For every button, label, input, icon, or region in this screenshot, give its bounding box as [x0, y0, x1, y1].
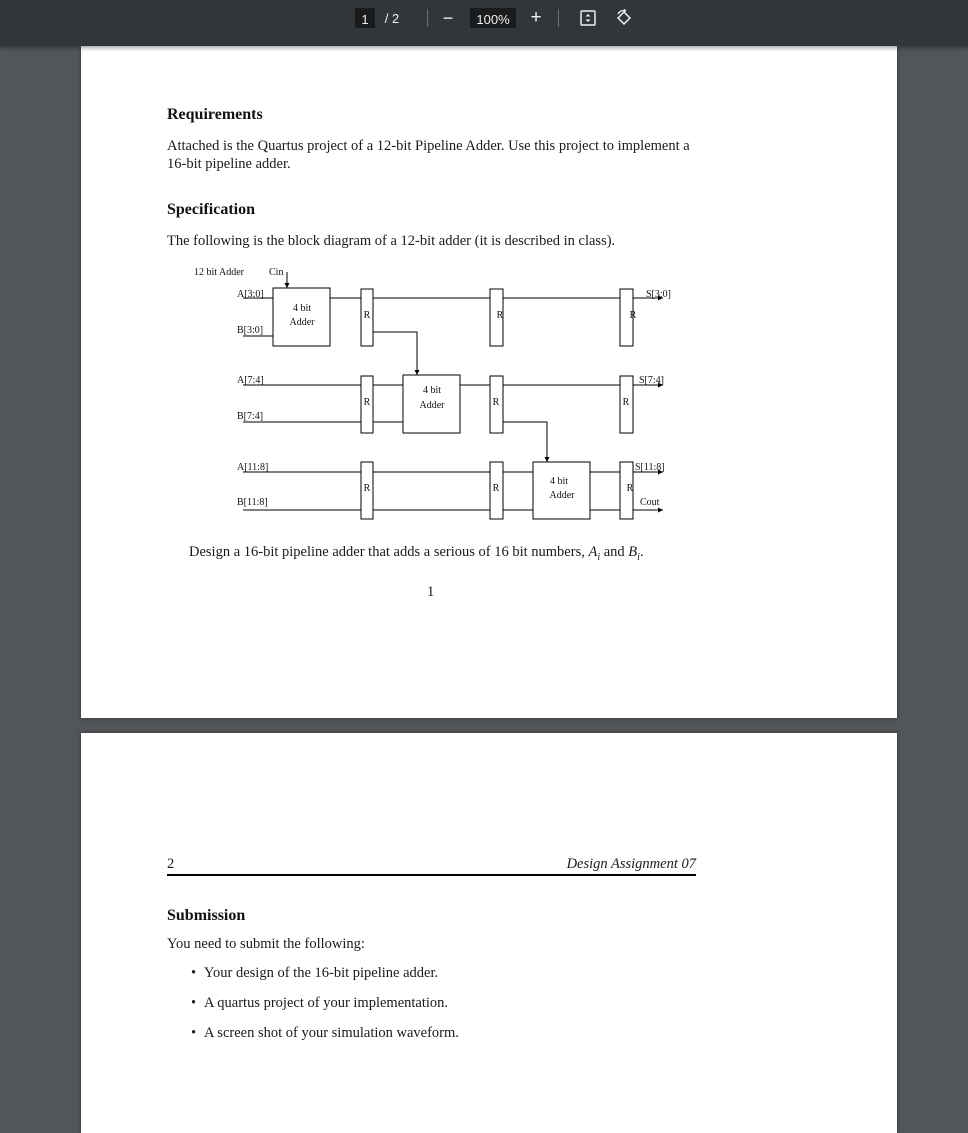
current-page-input[interactable]: 1	[355, 8, 374, 28]
bullet: •	[191, 965, 197, 981]
adder3-label-line1: 4 bit	[549, 476, 569, 487]
carry-wire-1	[373, 332, 417, 375]
design-text-prefix: Design a 16-bit pipeline adder that adds a serious of 16 bit numbers,	[189, 544, 589, 560]
submission-heading: Submission	[167, 907, 246, 924]
toolbar-divider	[558, 9, 559, 27]
fit-page-button[interactable]	[578, 0, 598, 36]
design-text	[189, 543, 644, 567]
plus-icon: +	[530, 7, 542, 28]
design-text-suffix: .	[639, 544, 644, 560]
input-label-b30: B[3:0]	[237, 325, 264, 336]
submission-intro: You need to submit the following:	[167, 936, 365, 952]
adder1-label-line2: Adder	[289, 317, 315, 328]
design-text-and: and	[600, 544, 629, 560]
list-item: Your design of the 16-bit pipeline adder.	[204, 965, 439, 981]
requirements-heading: Requirements	[167, 106, 263, 123]
rotate-button[interactable]	[614, 0, 634, 36]
var-b-subscript: i	[637, 551, 640, 563]
carry-arrow-1	[415, 370, 420, 375]
zoom-out-button[interactable]	[438, 0, 458, 36]
adder2-label-line2: Adder	[419, 400, 445, 411]
specification-text: The following is the block diagram of a 12-bit adder (it is described in class).	[167, 233, 616, 249]
pdf-page-1	[81, 46, 897, 718]
input-label-b74: B[7:4]	[237, 411, 264, 422]
adder3-label-line2: Adder	[549, 490, 575, 501]
carry-wire-2	[503, 422, 547, 462]
var-a: A	[588, 544, 598, 560]
header-rule	[167, 874, 696, 876]
running-header-number: 2	[167, 856, 175, 872]
register-label: R	[492, 483, 500, 494]
var-a-subscript: i	[597, 551, 601, 563]
diagram-title: 12 bit Adder	[194, 267, 244, 278]
requirements-line-1: Attached is the Quartus project of a 12-bit Pipeline Adder. Use this project to implement a	[167, 138, 690, 154]
rotate-icon	[614, 8, 634, 28]
page-separator: /	[384, 10, 389, 26]
adder1-label-line1: 4 bit	[292, 303, 312, 314]
output-label-s74: S[7:4]	[639, 375, 664, 386]
page-number-box	[355, 0, 375, 36]
zoom-in-button[interactable]	[526, 0, 546, 36]
carry-arrow-2	[545, 457, 550, 462]
register-label: R	[629, 310, 637, 321]
block-diagram	[81, 46, 897, 718]
toolbar-divider	[427, 9, 428, 27]
output-label-cout: Cout	[640, 497, 660, 508]
cout-arrow	[658, 508, 663, 513]
specification-heading: Specification	[167, 201, 255, 218]
adder2-label-line1: 4 bit	[422, 385, 442, 396]
cin-arrow	[285, 283, 290, 288]
input-label-b118: B[11:8]	[237, 497, 268, 508]
minus-icon: −	[442, 7, 454, 28]
cin-label: Cin	[269, 267, 284, 278]
page-total: 2	[392, 10, 400, 26]
list-item: A screen shot of your simulation waveform.	[204, 1025, 459, 1041]
zoom-level-input[interactable]: 100%	[470, 8, 515, 28]
bullet: •	[191, 995, 197, 1011]
pdf-page-2	[81, 733, 897, 1133]
register-label: R	[622, 397, 630, 408]
list-item: A quartus project of your implementation.	[204, 995, 449, 1011]
page-count	[379, 0, 405, 36]
input-label-a118: A[11:8]	[237, 462, 269, 473]
var-b: B	[628, 544, 638, 560]
input-label-a74: A[7:4]	[237, 375, 264, 386]
register-label: R	[363, 483, 371, 494]
pdf-toolbar	[0, 0, 968, 46]
requirements-line-2: 16-bit pipeline adder.	[167, 156, 291, 172]
output-label-s118: S[11:8]	[635, 462, 665, 473]
bullet: •	[191, 1025, 197, 1041]
register-label: R	[626, 483, 634, 494]
page-number-footer: 1	[427, 584, 435, 600]
register-label: R	[496, 310, 504, 321]
running-header-title: Design Assignment 07	[566, 856, 696, 872]
register-label: R	[492, 397, 500, 408]
zoom-box	[472, 0, 514, 36]
output-label-s30: S[3:0]	[646, 289, 671, 300]
register-label: R	[363, 397, 371, 408]
input-label-a30: A[3:0]	[237, 289, 264, 300]
fit-page-icon	[579, 9, 597, 27]
register-label: R	[363, 310, 371, 321]
